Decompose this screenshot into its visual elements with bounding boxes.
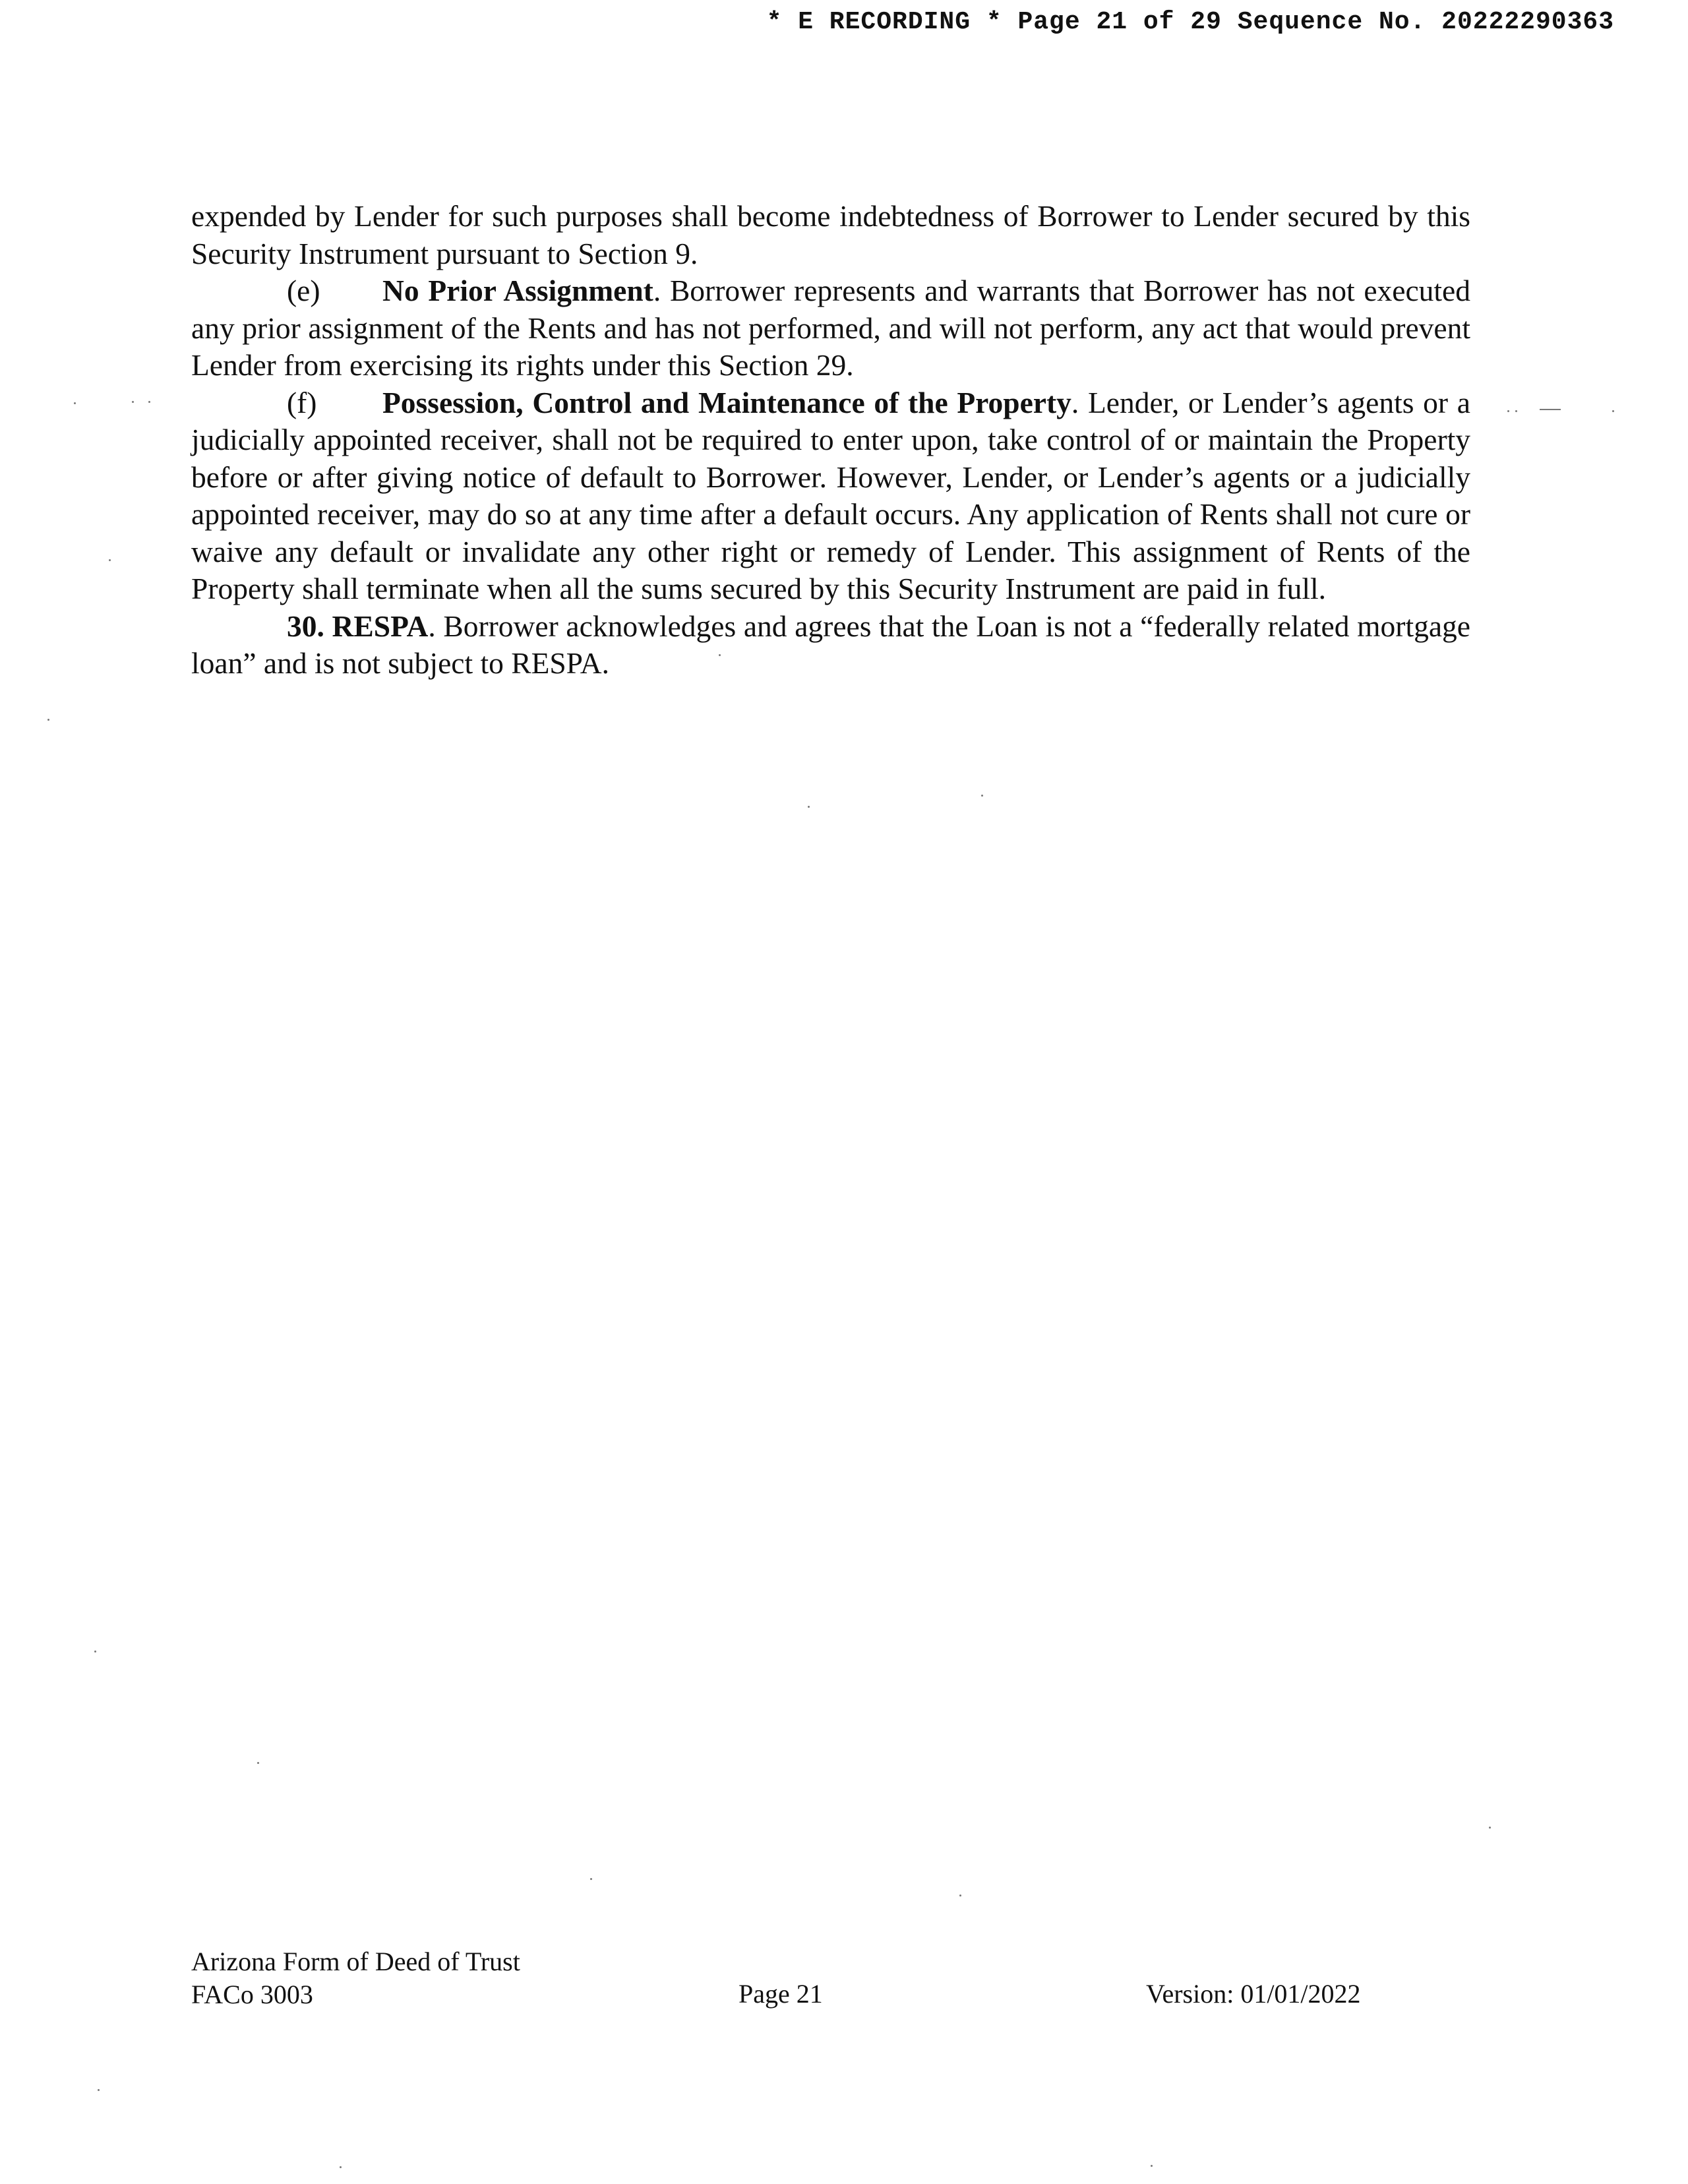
scan-speck <box>148 401 150 403</box>
paragraph-e-heading: No Prior Assignment <box>382 274 653 307</box>
scan-speck <box>257 1762 259 1764</box>
section-30-text: . Borrower acknowledges and agrees that the Loan is not a “federally related mortgage loan” and is not subject to RESPA. <box>191 609 1470 680</box>
continuation-paragraph: expended by Lender for such purposes shall become indebtedness of Borrower to Lender secured by this Security Instrument pursuant to Section 9. <box>191 199 1470 270</box>
paragraph-e-text: . Borrower represents and warrants that Borrower has not executed any prior assignment of the Rents and has not performed, and will not perform, any act that would prevent Lender from exercising its rights under this Section 29. <box>191 274 1470 382</box>
document-body <box>191 198 1470 682</box>
scan-speck <box>74 402 76 404</box>
scan-speck <box>98 2089 100 2091</box>
scan-speck <box>1489 1827 1491 1829</box>
recording-header: * E RECORDING * Page 21 of 29 Sequence No. 20222290363 <box>766 8 1614 36</box>
scan-speck <box>340 2166 342 2168</box>
footer-form-info <box>191 1945 520 2011</box>
paragraph-f-label: (f) <box>287 385 317 419</box>
scan-speck <box>1612 410 1614 412</box>
scan-dash <box>1540 409 1561 410</box>
paragraph-f-heading: Possession, Control and Maintenance of the Property <box>382 385 1071 419</box>
footer-page-number: Page 21 <box>738 1979 823 2009</box>
paragraph-f-text: . Lender, or Lender’s agents or a judicially appointed receiver, shall not be required to enter upon, take control of or maintain the Property before or after giving notice of default to Borrower. However, Lender, or Lender’s agents or a judicially appointed receiver, may do so at any time after a default occurs. Any application of Rents shall not cure or waive any default or invalidate any other right or remedy of Lender. This assignment of Rents of the Property shall terminate when all the sums secured by this Security Instrument are paid in full. <box>191 385 1470 605</box>
paragraph-e <box>191 272 1470 384</box>
paragraph-e-label: (e) <box>287 274 320 307</box>
scan-speck <box>1151 2165 1153 2167</box>
paragraph-f <box>191 384 1470 608</box>
scan-speck <box>94 1651 96 1653</box>
scan-speck <box>47 719 49 721</box>
scan-speck <box>1507 410 1509 412</box>
scan-speck <box>109 559 111 561</box>
footer-version: Version: 01/01/2022 <box>1146 1979 1361 2009</box>
section-30-heading: 30. RESPA <box>287 609 429 643</box>
scan-speck <box>719 654 721 656</box>
section-30-paragraph <box>191 608 1470 682</box>
scan-speck <box>132 401 134 403</box>
scan-speck <box>808 806 810 808</box>
footer-form-code: FACo 3003 <box>191 1980 313 2009</box>
scan-speck <box>590 1878 592 1880</box>
scan-speck <box>981 795 983 797</box>
scan-speck <box>959 1895 961 1896</box>
scan-speck <box>1515 410 1517 412</box>
footer-form-name: Arizona Form of Deed of Trust <box>191 1947 520 1976</box>
